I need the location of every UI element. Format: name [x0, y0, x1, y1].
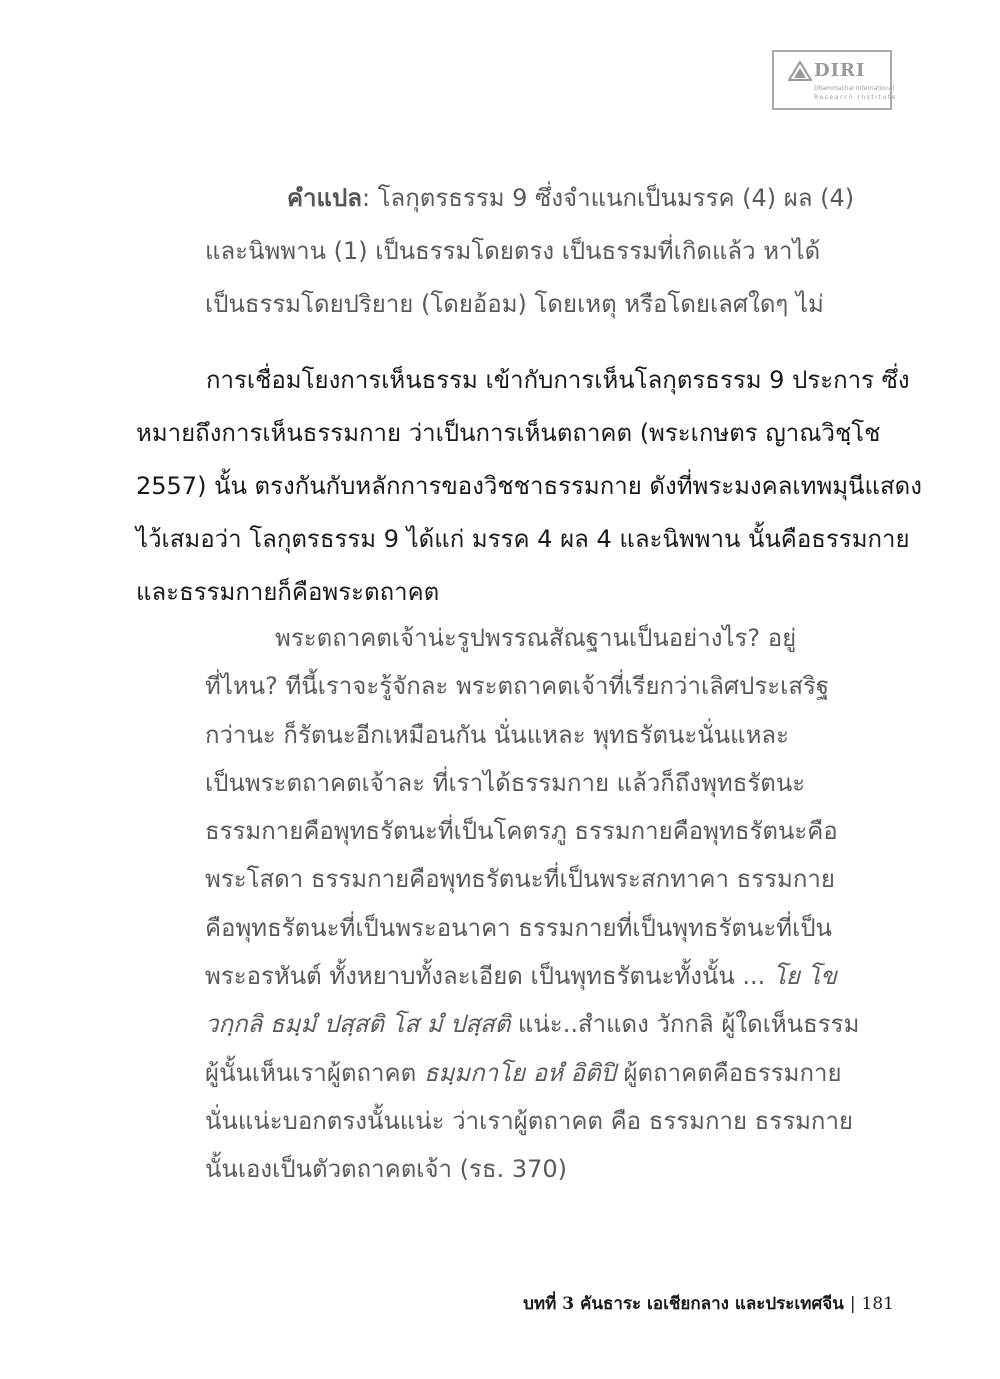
quote-line-5: ธรรมกายคือพุทธรัตนะที่เป็นโคตรภู ธรรมกายคือพุทธรัตนะคือ	[205, 817, 838, 846]
paragraph-line-5: และธรรมกายก็คือพระตถาคต	[136, 578, 440, 606]
quote-line-4: เป็นพระตถาคตเจ้าละ ที่เราได้ธรรมกาย แล้วก็ถึงพุทธรัตนะ	[205, 768, 806, 797]
quote-line-1: พระตถาคตเจ้าน่ะรูปพรรณสัณฐานเป็นอย่างไร? อยู่	[275, 624, 797, 652]
translation-line-3: เป็นธรรมโดยปริยาย (โดยอ้อม) โดยเหตุ หรือโดยเลศใดๆ ไม่	[205, 290, 824, 318]
paragraph-line-1: การเชื่อมโยงการเห็นธรรม เข้ากับการเห็นโลกุตรธรรม 9 ประการ ซึ่ง	[206, 366, 910, 394]
pali-phrase: โย โข	[772, 962, 837, 991]
triangle-logo-icon	[788, 61, 812, 81]
body-paragraph	[136, 354, 922, 619]
logo-title: DIRI	[814, 60, 866, 81]
logo-subtitle-line-2: Research Institute	[814, 94, 898, 101]
quote-line-6: พระโสดา ธรรมกายคือพุทธรัตนะที่เป็นพระสกทาคา ธรรมกาย	[205, 865, 835, 894]
quote-line-8: พระอรหันต์ ทั้งหยาบทั้งละเอียด เป็นพุทธรัตนะทั้งนั้น ... โย โข	[205, 962, 837, 991]
translation-line-1: คำแปล: โลกุตรธรรม 9 ซึ่งจำแนกเป็นมรรค (4) ผล (4)	[287, 184, 855, 212]
logo-subtitle-line-1: Dhammachai International	[814, 85, 895, 92]
diri-logo	[772, 50, 898, 110]
quote-line-2: ที่ไหน? ทีนี้เราจะรู้จักละ พระตถาคตเจ้าที่เรียกว่าเลิศประเสริฐ	[205, 672, 830, 701]
paragraph-line-4: ไว้เสมอว่า โลกุตรธรรม 9 ได้แก่ มรรค 4 ผล 4 และนิพพาน นั้นคือธรรมกาย	[136, 525, 910, 553]
page-number: 181	[861, 1294, 894, 1314]
paragraph-line-2: หมายถึงการเห็นธรรมกาย ว่าเป็นการเห็นตถาคต (พระเกษตร ญาณวิชฺโช	[136, 419, 881, 447]
translation-label: คำแปล	[287, 184, 362, 212]
pali-phrase: วกฺกลิ ธมฺมํ ปสฺสติ โส มํ ปสฺสติ	[205, 1010, 511, 1039]
quote-line-7: คือพุทธรัตนะที่เป็นพระอนาคา ธรรมกายที่เป็นพุทธรัตนะที่เป็น	[205, 913, 832, 942]
quote-block	[205, 614, 860, 1194]
quote-line-11: นั่นแน่ะบอกตรงนั้นแน่ะ ว่าเราผู้ตถาคต คือ ธรรมกาย ธรรมกาย	[205, 1106, 853, 1135]
footer-separator: |	[849, 1294, 856, 1314]
translation-block	[205, 172, 855, 331]
paragraph-line-3: 2557) นั้น ตรงกันกับหลักการของวิชชาธรรมกาย ดังที่พระมงคลเทพมุนีแสดง	[136, 472, 922, 500]
quote-line-9: วกฺกลิ ธมฺมํ ปสฺสติ โส มํ ปสฺสติ แน่ะ..สำแดง วักกลิ ผู้ใดเห็นธรรม	[205, 1010, 860, 1039]
quote-line-10: ผู้นั้นเห็นเราผู้ตถาคต ธมฺมกาโย อหํ อิติปิ ผู้ตถาคตคือธรรมกาย	[205, 1058, 842, 1087]
translation-line-2: และนิพพาน (1) เป็นธรรมโดยตรง เป็นธรรมที่เกิดแล้ว หาได้	[205, 237, 821, 265]
quote-line-3: กว่านะ ก็รัตนะอีกเหมือนกัน นั่นแหละ พุทธรัตนะนั่นแหละ	[205, 720, 789, 749]
page-footer	[523, 1290, 894, 1317]
pali-phrase: ธมฺมกาโย อหํ อิติปิ	[423, 1058, 616, 1087]
chapter-title: บทที่ 3 คันธาระ เอเชียกลาง และประเทศจีน	[523, 1294, 844, 1314]
quote-line-12: นั้นเองเป็นตัวตถาคตเจ้า (รธ. 370)	[205, 1155, 567, 1184]
